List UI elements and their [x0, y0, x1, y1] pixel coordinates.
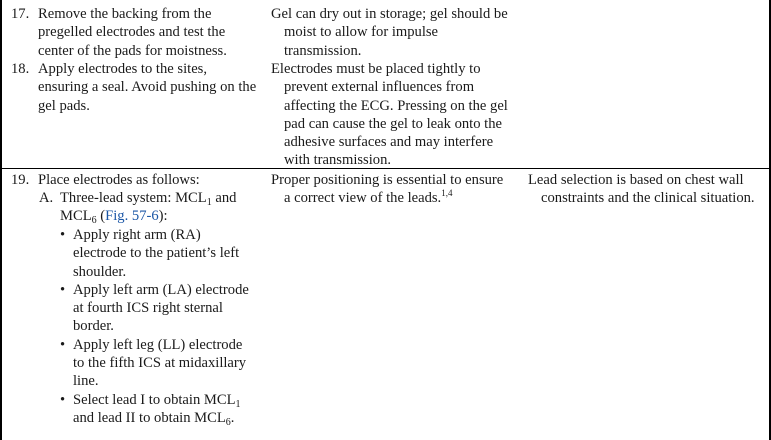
list-item: • Select lead I to obtain $MCL_1$ and lead II to obtain $MCL_6$.	[60, 391, 241, 428]
bullet-list	[60, 226, 255, 427]
table-row-18	[2, 60, 771, 172]
special-considerations-text: Lead selection is based on chest wall constraints and the clinical situation.	[528, 172, 755, 207]
figure-link[interactable]: Fig. 57-6	[105, 208, 159, 225]
table-row-17	[2, 5, 771, 61]
list-item: • Apply left leg (LL) electrode to the fifth ICS at midaxillary line.	[60, 336, 247, 390]
row-divider	[2, 168, 771, 169]
rationale-text: Proper positioning is essential to ensure a correct view of the leads.$^{1,4}$	[271, 172, 504, 207]
step-number: 18.	[11, 61, 30, 77]
list-item: • Apply left arm (LA) electrode at fourth ICS right sternal border.	[60, 281, 249, 335]
substep-text: Three-lead system: $MCL_1$ and $MCL_6$ (Fig. 57-6):	[60, 190, 237, 227]
step-number: 19.	[11, 172, 30, 188]
bullet-icon: •	[60, 336, 66, 353]
substep-label: A.	[39, 190, 54, 206]
bullet-icon: •	[60, 227, 66, 243]
bullet-icon: •	[60, 391, 66, 408]
bullet-icon: •	[60, 281, 66, 298]
list-item: • Apply right arm (RA) electrode to the patient’s left shoulder.	[60, 227, 240, 280]
table-row-19	[2, 171, 771, 440]
rationale-text: Electrodes must be placed tightly to prevent external influences from affecting the ECG. Pressing on the gel pad can cause the gel to leak onto the adhesive surfaces and may interfere with transmission.	[271, 61, 508, 169]
step-number: 17.	[11, 6, 30, 22]
rationale-text: Gel can dry out in storage; gel should be moist to allow for impulse transmission.	[271, 6, 508, 59]
step-text: Place electrodes as follows:	[38, 172, 200, 188]
citation-ref: 1,4	[441, 188, 453, 199]
step-text: Apply electrodes to the sites, ensuring a seal. Avoid pushing on the gel pads.	[38, 61, 257, 114]
step-text: Remove the backing from the pregelled electrodes and test the center of the pads for moistness.	[38, 6, 227, 59]
